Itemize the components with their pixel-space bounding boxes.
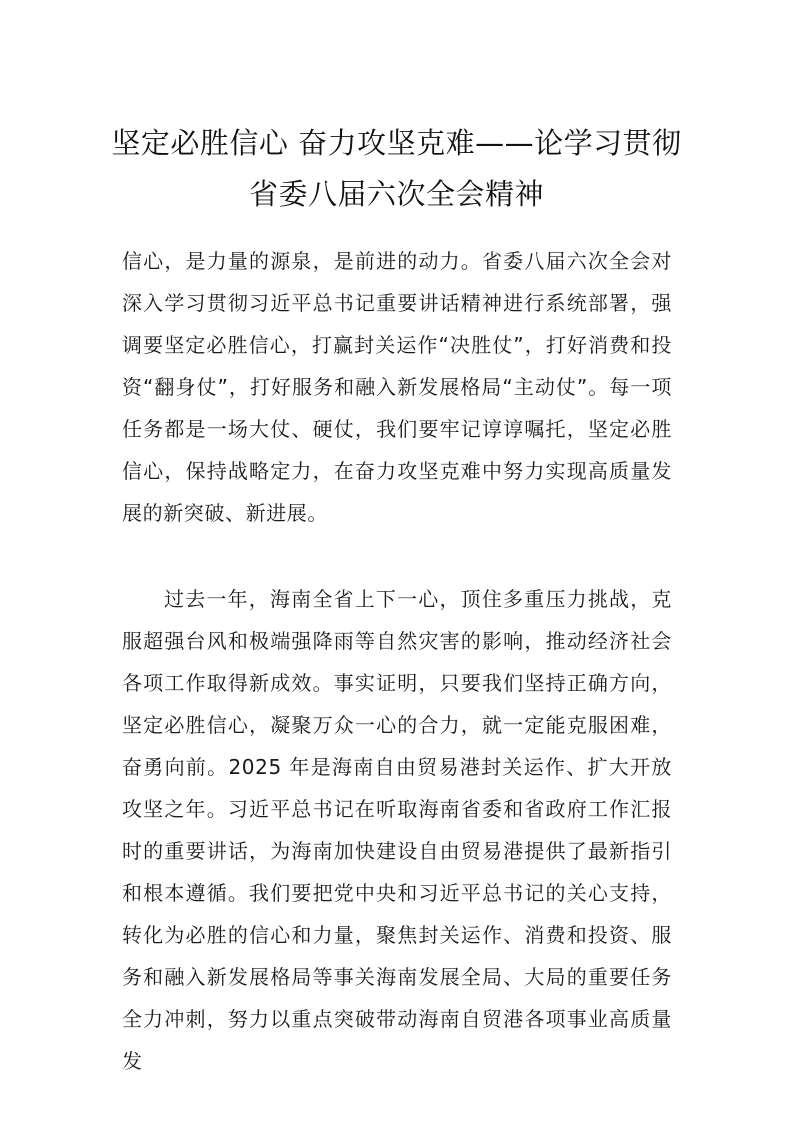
document-title: 坚定必胜信心 奋力攻坚克难——论学习贯彻省委八届六次全会精神 bbox=[111, 126, 682, 211]
paragraph-1: 信心，是力量的源泉，是前进的动力。省委八届六次全会对深入学习贯彻习近平总书记重要讲话精神进行系统部署，强调要坚定必胜信心，打赢封关运作“决胜仗”，打好消费和投资“翻身仗”，打好服务和融入新发展格局“主动仗”。每一项任务都是一场大仗、硬仗，我们要牢记谆谆嘱托，坚定必胜信心，保持战略定力，在奋力攻坚克难中努力实现高质量发展的新突破、新进展。 bbox=[122, 249, 672, 525]
paragraph-2: 过去一年，海南全省上下一心，顶住多重压力挑战，克服超强台风和极端强降雨等自然灾害的影响，推动经济社会各项工作取得新成效。事实证明，只要我们坚持正确方向，坚定必胜信心，凝聚万众一心的合力，就一定能克服困难，奋勇向前。2025 年是海南自由贸易港封关运作、扩大开放攻坚之年。习近平总书记在听取海南省委和省政府工作汇报时的重要讲话，为海南加快建设自由贸易港提供了最新指引和根本遵循。我们要把党中央和习近平总书记的关心支持，转化为必胜的信心和力量，聚焦封关运作、消费和投资、服务和融入新发展格局等事关海南发展全局、大局的重要任务全力冲刺，努力以重点突破带动海南自贸港各项事业高质量发 bbox=[122, 587, 672, 1073]
